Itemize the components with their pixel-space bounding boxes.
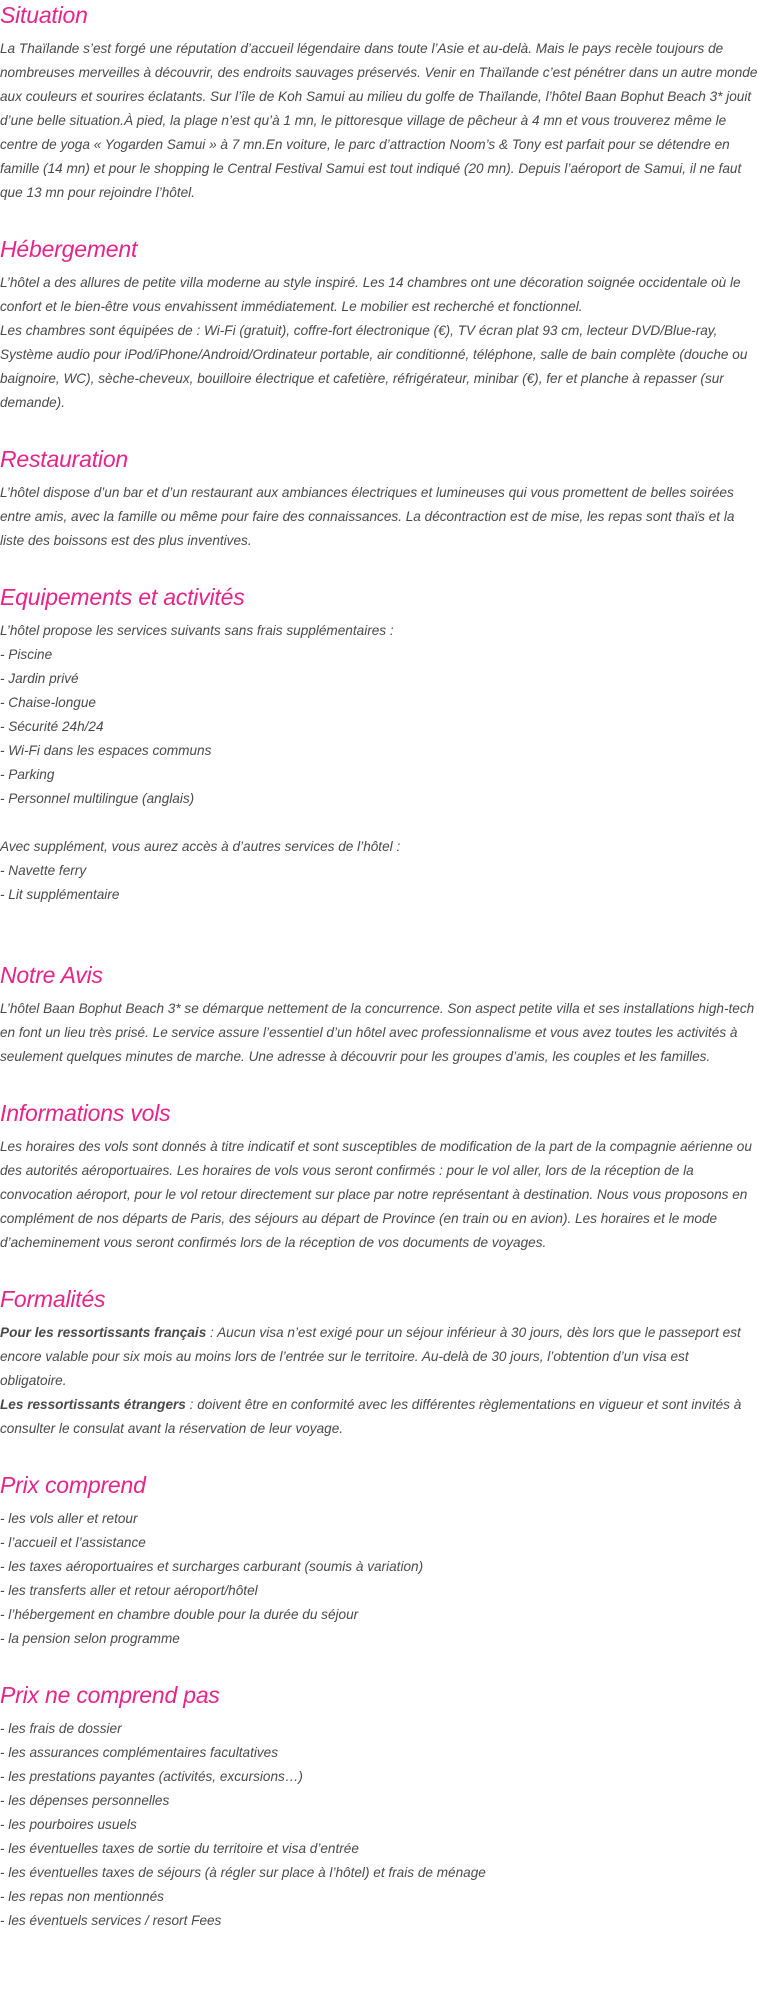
list-item: - Jardin privé: [0, 671, 79, 686]
vols-text: Les horaires des vols sont donnés à titre indicatif et sont susceptibles de modification de la part de la compagnie aérienne ou des autorités aéroportuaires. Les horaires de vols vous seront confirmés : pour le vol aller, lors de la réception de la convocation aéroport, pour le vol retour directement sur place par notre représentant à destination. Nous vous proposons en complément de nos départs de Paris, des séjours au départ de Province (en train ou en avion). Les horaires et le mode d’acheminement vous seront confirmés lors de la réception de vos documents de voyages.: [0, 1139, 752, 1250]
list-item: - les repas non mentionnés: [0, 1889, 164, 1904]
formalites-francais-label: Pour les ressortissants français: [0, 1325, 207, 1340]
list-item: - Wi-Fi dans les espaces communs: [0, 743, 212, 758]
list-item: - les dépenses personnelles: [0, 1793, 170, 1808]
section-formalites: [0, 1255, 758, 1441]
section-prix-comprend: [0, 1441, 758, 1651]
list-item: - les transferts aller et retour aéroport/hôtel: [0, 1583, 258, 1598]
list-item: - les éventuelles taxes de séjours (à régler sur place à l’hôtel) et frais de ménage: [0, 1865, 486, 1880]
prix-comprend-list: [0, 1507, 758, 1651]
section-hebergement: [0, 205, 758, 415]
prix-ne-comprend-list: [0, 1717, 758, 1933]
section-title-restauration: Restauration: [0, 446, 129, 472]
list-item: - Personnel multilingue (anglais): [0, 791, 195, 806]
section-title-situation: Situation: [0, 2, 88, 28]
section-title-equipements: Equipements et activités: [0, 584, 245, 610]
avis-text: L’hôtel Baan Bophut Beach 3* se démarque nettement de la concurrence. Son aspect petite villa et ses installations high-tech en font un lieu très prisé. Le service assure l’essentiel d’un hôtel avec professionnalisme et vous avez toutes les activités à seulement quelques minutes de marche. Une adresse à découvrir pour les groupes d’amis, les couples et les familles.: [0, 1001, 755, 1064]
restauration-text: L’hôtel dispose d’un bar et d’un restaurant aux ambiances électriques et lumineuses qui vous promettent de belles soirées entre amis, avec la famille ou même pour faire des connaissances. La décontraction est de mise, les repas sont thaïs et la liste des boissons est des plus inventives.: [0, 485, 735, 548]
formalites-francais-text: : Aucun visa n’est exigé pour un séjour inférieur à 30 jours, dès lors que le passeport est encore valable pour six mois au moins lors de l’entrée sur le territoire. Au-delà de 30 jours, l’obtention d’un visa est obligatoire.: [0, 1325, 741, 1388]
section-title-vols: Informations vols: [0, 1100, 171, 1126]
section-title-prix-ne-comprend: Prix ne comprend pas: [0, 1682, 220, 1708]
list-item: - les assurances complémentaires facultatives: [0, 1745, 279, 1760]
list-item: - Piscine: [0, 647, 53, 662]
list-item: - les prestations payantes (activités, excursions…): [0, 1769, 303, 1784]
list-item: - Navette ferry: [0, 863, 87, 878]
equipements-extra-intro: Avec supplément, vous aurez accès à d’autres services de l’hôtel :: [0, 839, 401, 854]
list-item: - les pourboires usuels: [0, 1817, 137, 1832]
situation-text: La Thaïlande s’est forgé une réputation d’accueil légendaire dans toute l’Asie et au-delà. Mais le pays recèle toujours de nombreuses merveilles à découvrir, des endroits sauvages préservés. Venir en Thaïlande c’est pénétrer dans un autre monde aux couleurs et sourires éclatants. Sur l’île de Koh Samui au milieu du golfe de Thaïlande, l’hôtel Baan Bophut Beach 3* jouit d’une belle situation.À pied, la plage n’est qu’à 1 mn, le pittoresque village de pêcheur à 4 mn et vous trouverez même le centre de yoga « Yogarden Samui » à 7 mn.En voiture, le parc d’attraction Noom’s & Tony est parfait pour se détendre en famille (14 mn) et pour le shopping le Central Festival Samui est tout indiqué (20 mn). Depuis l’aéroport de Samui, il ne faut que 13 mn pour rejoindre l’hôtel.: [0, 41, 758, 200]
spacer: [0, 811, 758, 835]
equipements-intro: L’hôtel propose les services suivants sans frais supplémentaires :: [0, 623, 394, 638]
list-item: - les taxes aéroportuaires et surcharges carburant (soumis à variation): [0, 1559, 424, 1574]
section-vols: [0, 1069, 758, 1255]
equipements-list: [0, 619, 758, 907]
hebergement-text-1: L’hôtel a des allures de petite villa moderne au style inspiré. Les 14 chambres ont une décoration soignée occidentale où le confort et le bien-être vous envahissent immédiatement. Le mobilier est recherché et fonctionnel.: [0, 275, 741, 314]
list-item: - Parking: [0, 767, 55, 782]
formalites-etrangers-label: Les ressortissants étrangers: [0, 1397, 186, 1412]
formalites-etrangers-text: : doivent être en conformité avec les différentes règlementations en vigueur et sont invités à consulter le consulat avant la réservation de leur voyage.: [0, 1397, 742, 1436]
section-prix-ne-comprend: [0, 1651, 758, 1933]
list-item: - l’hébergement en chambre double pour la durée du séjour: [0, 1607, 359, 1622]
list-item: - Lit supplémentaire: [0, 887, 120, 902]
list-item: - Chaise-longue: [0, 695, 96, 710]
formalites-etrangers: [0, 1393, 758, 1441]
section-avis: [0, 907, 758, 1069]
section-title-prix-comprend: Prix comprend: [0, 1472, 146, 1498]
list-item: - la pension selon programme: [0, 1631, 180, 1646]
list-item: - les frais de dossier: [0, 1721, 122, 1736]
section-restauration: [0, 415, 758, 553]
section-title-avis: Notre Avis: [0, 962, 103, 988]
hebergement-text-2: Les chambres sont équipées de : Wi-Fi (gratuit), coffre-fort électronique (€), TV écran plat 93 cm, lecteur DVD/Blue-ray, Système audio pour iPod/iPhone/Android/Ordinateur portable, air conditionné, téléphone, salle de bain complète (douche ou baignoire, WC), sèche-cheveux, bouilloire électrique et cafetière, réfrigérateur, minibar (€), fer et planche à repasser (sur demande).: [0, 323, 748, 410]
list-item: - les éventuels services / resort Fees: [0, 1913, 222, 1928]
list-item: - l’accueil et l’assistance: [0, 1535, 146, 1550]
list-item: - Sécurité 24h/24: [0, 719, 104, 734]
section-equipements: [0, 553, 758, 907]
section-situation: [0, 0, 758, 205]
section-title-hebergement: Hébergement: [0, 236, 138, 262]
list-item: - les vols aller et retour: [0, 1511, 138, 1526]
list-item: - les éventuelles taxes de sortie du territoire et visa d’entrée: [0, 1841, 359, 1856]
formalites-francais: [0, 1321, 758, 1393]
section-title-formalites: Formalités: [0, 1286, 106, 1312]
